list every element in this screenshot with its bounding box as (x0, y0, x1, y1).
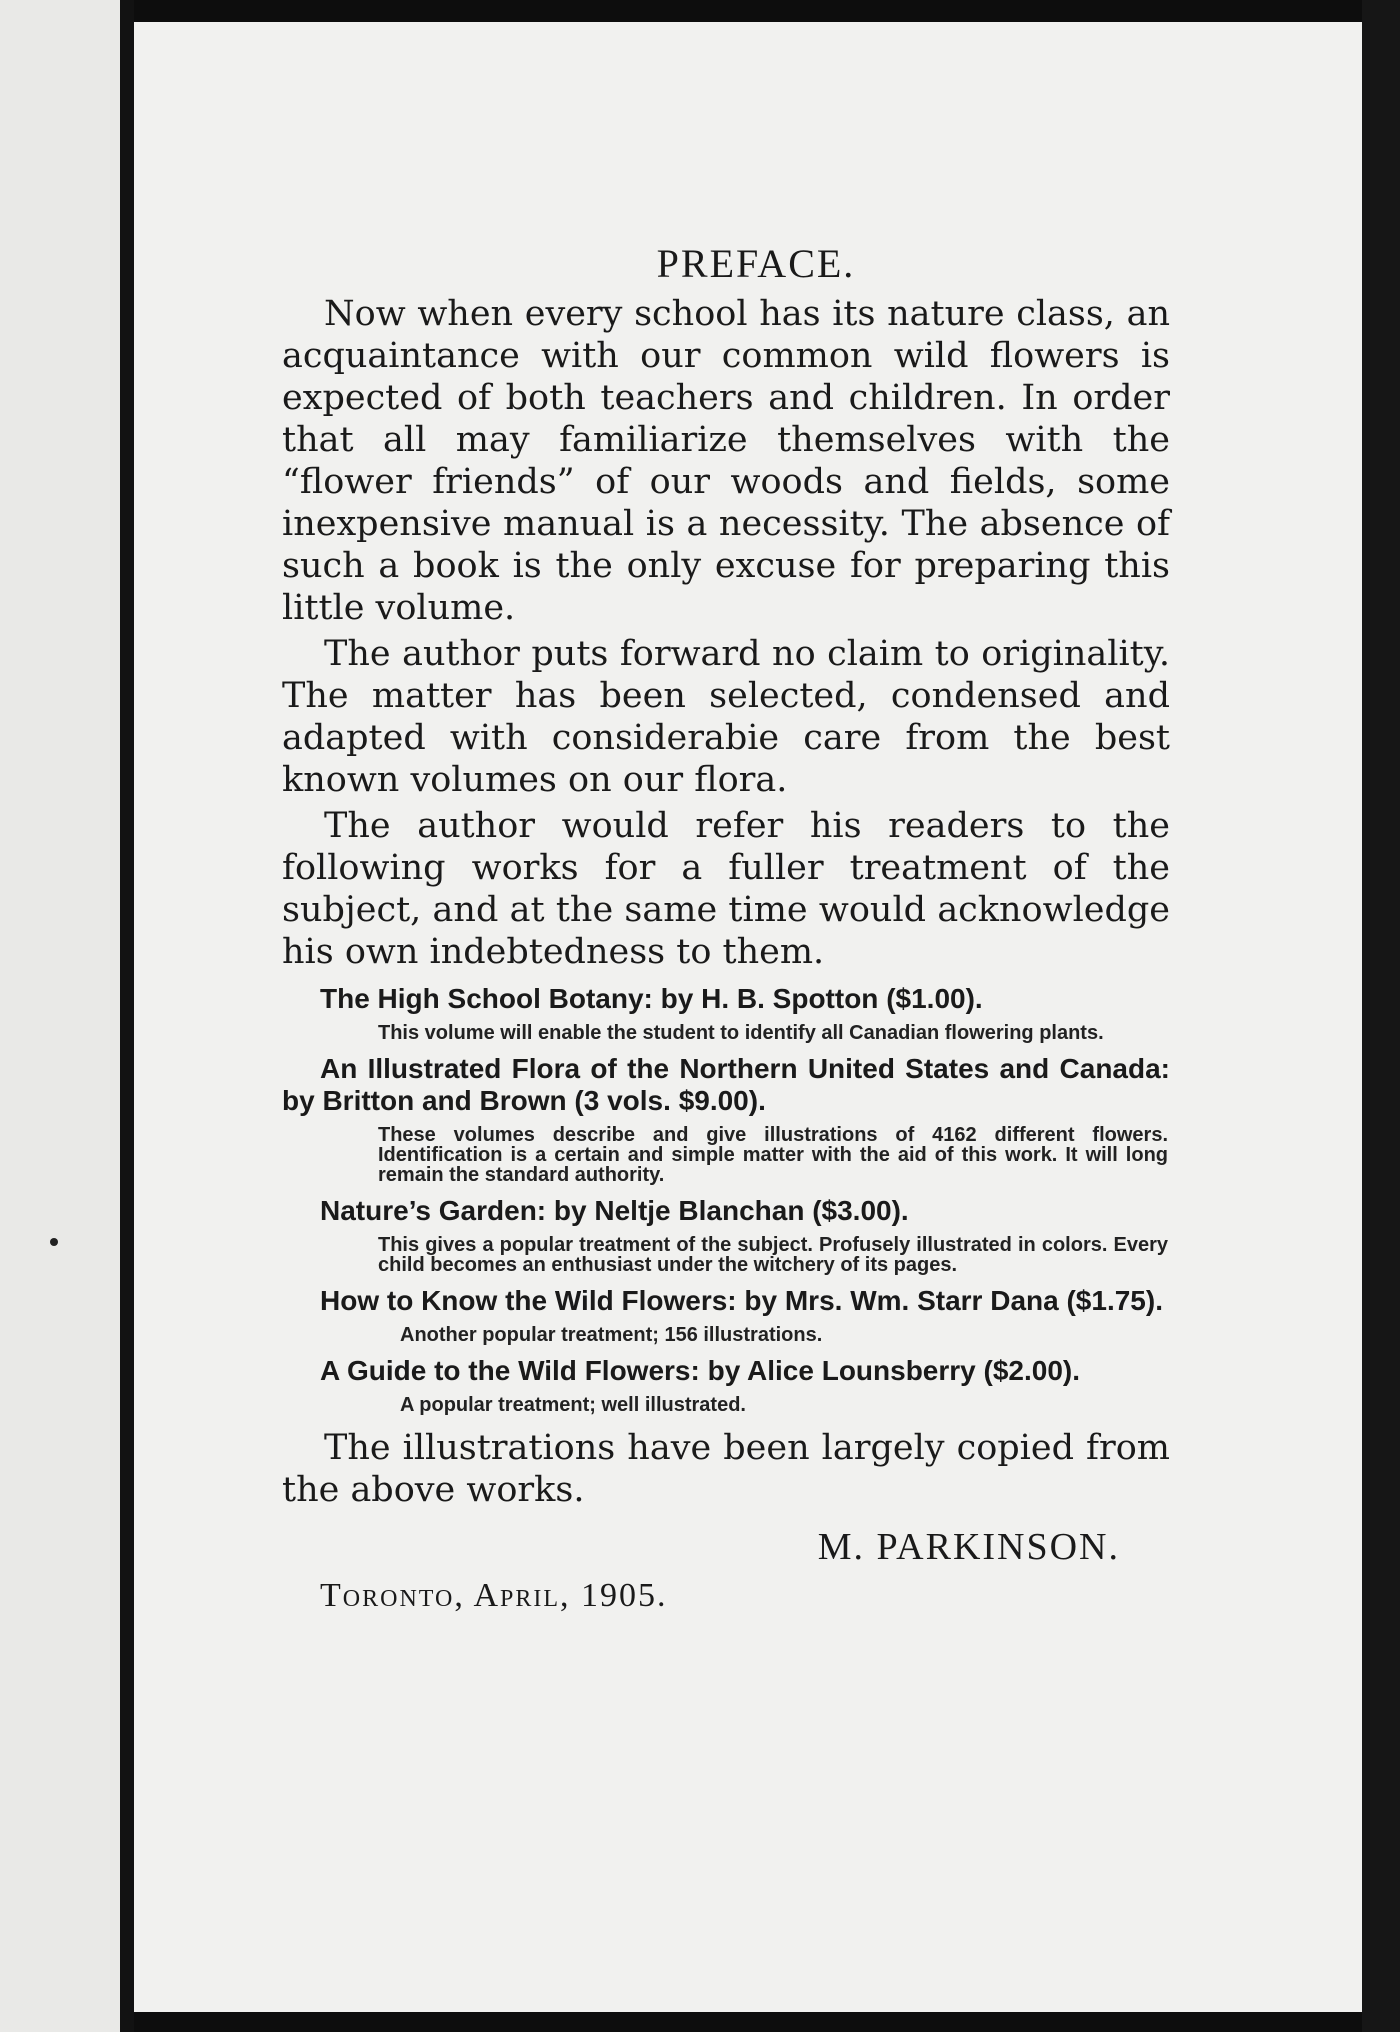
author-signature: M. PARKINSON. (817, 1526, 1120, 1568)
reference-entry (282, 1355, 1170, 1415)
reference-note: This gives a popular treatment of the subject. Profusely illustrated in colors. Every child becomes an enthusiast under the witchery of its pages. (378, 1234, 1168, 1276)
book-spine (120, 0, 134, 2032)
ink-speck (50, 1238, 58, 1246)
closing-paragraph: The illustrations have been largely copied from the above works. (282, 1428, 1170, 1510)
preface-paragraph-3: The author would refer his readers to the following works for a fuller treatment of the subject, and at the same time would acknowledge his own indebtedness to them. (282, 806, 1170, 972)
reference-entry (282, 1053, 1170, 1185)
reference-title: A Guide to the Wild Flowers: by Alice Lounsberry ($2.00). (320, 1355, 1081, 1386)
reference-title: Nature’s Garden: by Neltje Blanchan ($3.00). (320, 1195, 909, 1226)
reference-title: The High School Botany: by H. B. Spotton ($1.00). (320, 983, 983, 1014)
reference-list (282, 983, 1170, 1415)
reference-note: A popular treatment; well illustrated. (400, 1394, 746, 1416)
reference-entry (282, 983, 1170, 1043)
preface-paragraph-2: The author puts forward no claim to originality. The matter has been selected, condensed and adapted with considerabie care from the best known volumes on our flora. (282, 634, 1170, 800)
reference-title: An Illustrated Flora of the Northern United States and Canada: by Britton and Brown (3 vols. $9.00). (282, 1053, 1170, 1116)
right-page-edge (1362, 0, 1400, 2032)
reference-entry (282, 1285, 1170, 1345)
preface-paragraph-1: Now when every school has its nature class, an acquaintance with our common wild flowers is expected of both teachers and children. In order that all may familiarize themselves with the “flower friends” of our woods and fields, some inexpensive manual is a necessity. The absence of such a book is the only excuse for preparing this little volume. (282, 294, 1170, 628)
preface-content (282, 240, 1170, 1615)
reference-entry (282, 1195, 1170, 1275)
page-heading: PREFACE. (656, 241, 856, 286)
reference-note: This volume will enable the student to identify all Canadian flowering plants. (378, 1022, 1104, 1044)
previous-page-edge (0, 0, 120, 2032)
reference-title: How to Know the Wild Flowers: by Mrs. Wm. Starr Dana ($1.75). (320, 1285, 1163, 1316)
place-and-date: Toronto, April, 1905. (320, 1577, 668, 1614)
reference-note: These volumes describe and give illustrations of 4162 different flowers. Identification is a certain and simple matter with the aid of this work. It will long remain the standard authority. (378, 1124, 1168, 1186)
reference-note: Another popular treatment; 156 illustrations. (400, 1324, 823, 1346)
